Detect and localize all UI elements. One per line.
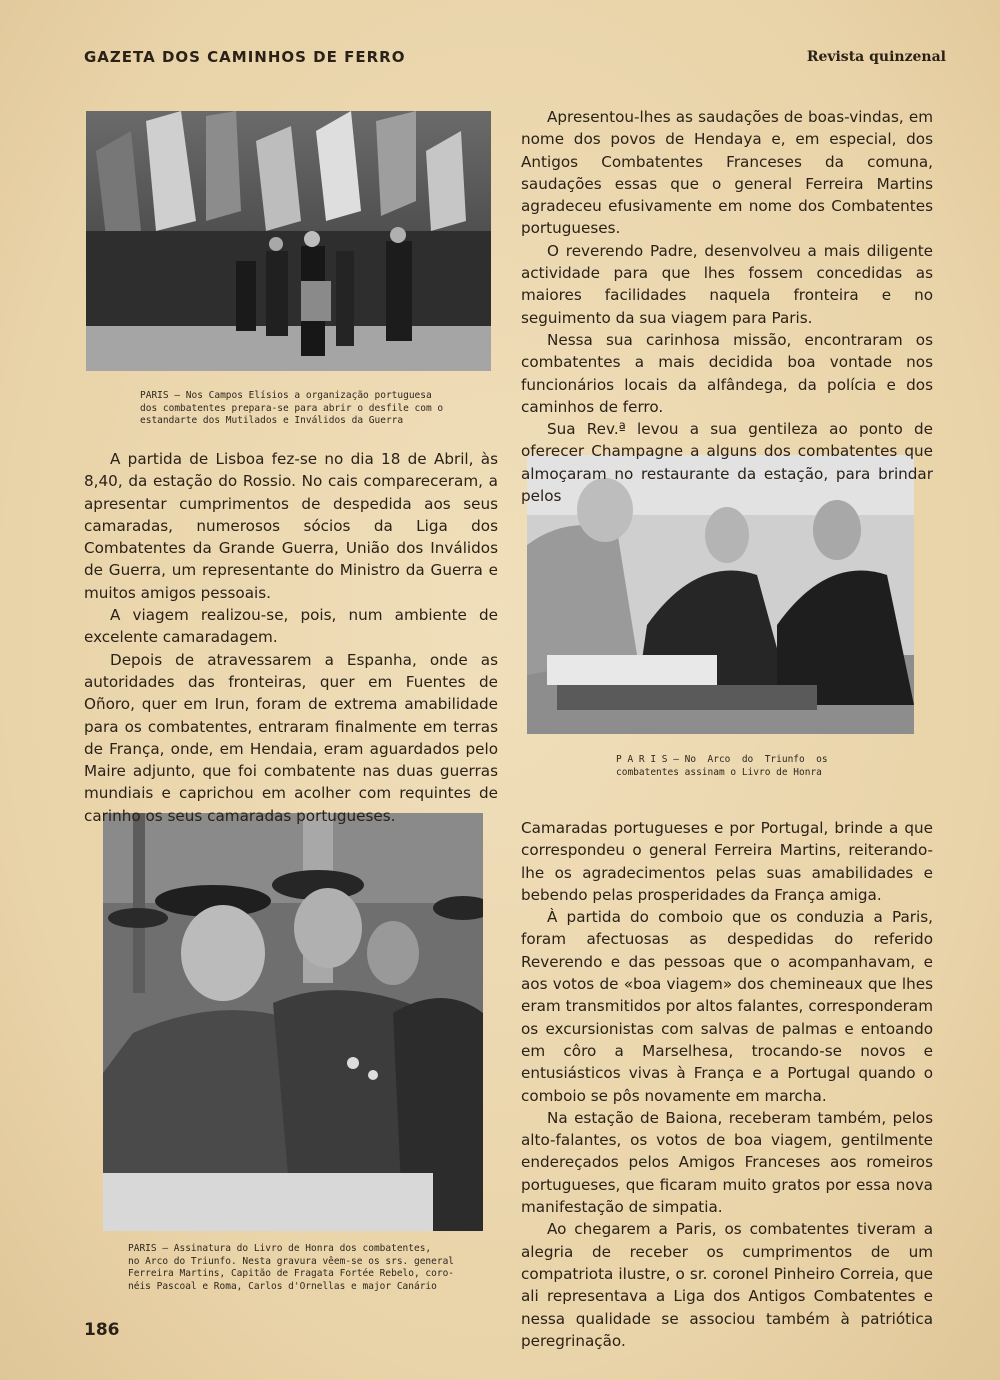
right-column-bottom-text: [521, 817, 933, 1352]
paragraph: À partida do comboio que os conduzia a Paris, foram afectuosas as despedidas do referido Reverendo e das pessoas que o acompanhavam, e aos votos de «boa viagem» dos chemineaux que lhes eram transmitidos por altos falantes, corresponderam os excursionistas com salvas de palmas e entoando em côro a Marselhesa, trocando-se novos e entusiásticos vivas à França e a Portugal quando o comboio se pôs novamente em marcha.: [521, 908, 933, 1105]
paragraph: Na estação de Baiona, receberam também, pelos alto-falantes, os votos de boa viagem, gentilmente endereçados pelos Amigos Franceses aos romeiros portugueses, que ficaram muito gratos por essa nova manifestação de simpatia.: [521, 1108, 933, 1217]
photo-assinatura-livro: [103, 813, 483, 1231]
paragraph: Ao chegarem a Paris, os combatentes tiveram a alegria de receber os cumprimentos de um compatriota ilustre, o sr. coronel Pinheiro Correia, que ali representava a Liga dos Antigos Combatentes e nessa qualidade se associou também à patriótica peregrinação.: [521, 1220, 933, 1350]
photo-assinatura-livro-caption: PARIS — Assinatura do Livro de Honra dos combatentes, no Arco do Triunfo. Nesta gravura vêem-se os srs. general Ferreira Martins, Capitão de Fragata Fortée Rebelo, coro- néis Pascoal e Roma, Carlos d'Ornellas e major Canário: [128, 1243, 455, 1292]
right-column-top-text: [521, 106, 933, 507]
magazine-title: GAZETA DOS CAMINHOS DE FERRO: [84, 48, 406, 66]
photo-arco-triunfo-caption: P A R I S — No Arco do Triunfo os combatentes assinam o Livro de Honra: [616, 754, 828, 778]
paragraph: Depois de atravessarem a Espanha, onde as autoridades das fronteiras, quer em Fuentes de Oñoro, quer em Irun, foram de extrema amabilidade para os combatentes, entraram finalmente em terras de França, onde, em Hendaia, eram aguardados pelo Maire adjunto, que foi combatente nas duas guerras mundiais e caprichou em acolher com requintes de carinho os seus camaradas portugueses.: [84, 650, 498, 825]
paragraph: A partida de Lisboa fez-se no dia 18 de Abril, às 8,40, da estação do Rossio. No cais compareceram, a apresentar cumprimentos de despedida aos seus camaradas, numerosos sócios da Liga dos Combatentes da Grande Guerra, União dos Inválidos de Guerra, um representante do Ministro da Guerra e muitos amigos pessoais.: [84, 450, 498, 602]
photo-campos-elisios: [86, 111, 491, 371]
photo-campos-elisios-caption: PARIS — Nos Campos Elísios a organização portuguesa dos combatentes prepara-se para abrir o desfile com o estandarte dos Mutilados e Inválidos da Guerra: [140, 390, 444, 426]
paragraph: Camaradas portugueses e por Portugal, brinde a que correspondeu o general Ferreira Martins, reiterando-lhe os agradecimentos pelas suas amabilidades e bebendo pelas prosperidades da França amiga.: [521, 819, 933, 904]
paragraph: Apresentou-lhes as saudações de boas-vindas, em nome dos povos de Hendaya e, em especial, dos Antigos Combatentes Franceses da comuna, saudações essas que o general Ferreira Martins agradeceu efusivamente em nome dos Combatentes portugueses.: [521, 108, 933, 238]
paragraph: O reverendo Padre, desenvolveu a mais diligente actividade para que lhes fossem concedidas as maiores facilidades naquela fronteira e no seguimento da sua viagem para Paris.: [521, 241, 933, 327]
left-column-text: [84, 448, 498, 827]
page-number: 186: [84, 1320, 120, 1340]
paragraph: Sua Rev.ª levou a sua gentileza ao ponto de oferecer Champagne a alguns dos combatentes que almoçaram no restaurante da estação, para brindar pelos: [521, 420, 933, 506]
paragraph: Nessa sua carinhosa missão, encontraram os combatentes a mais decidida boa vontade nos funcionários locais da alfândega, da polícia e dos caminhos de ferro.: [521, 330, 933, 416]
magazine-subtitle: Revista quinzenal: [806, 49, 946, 65]
paragraph: A viagem realizou-se, pois, num ambiente de excelente camaradagem.: [84, 606, 498, 647]
